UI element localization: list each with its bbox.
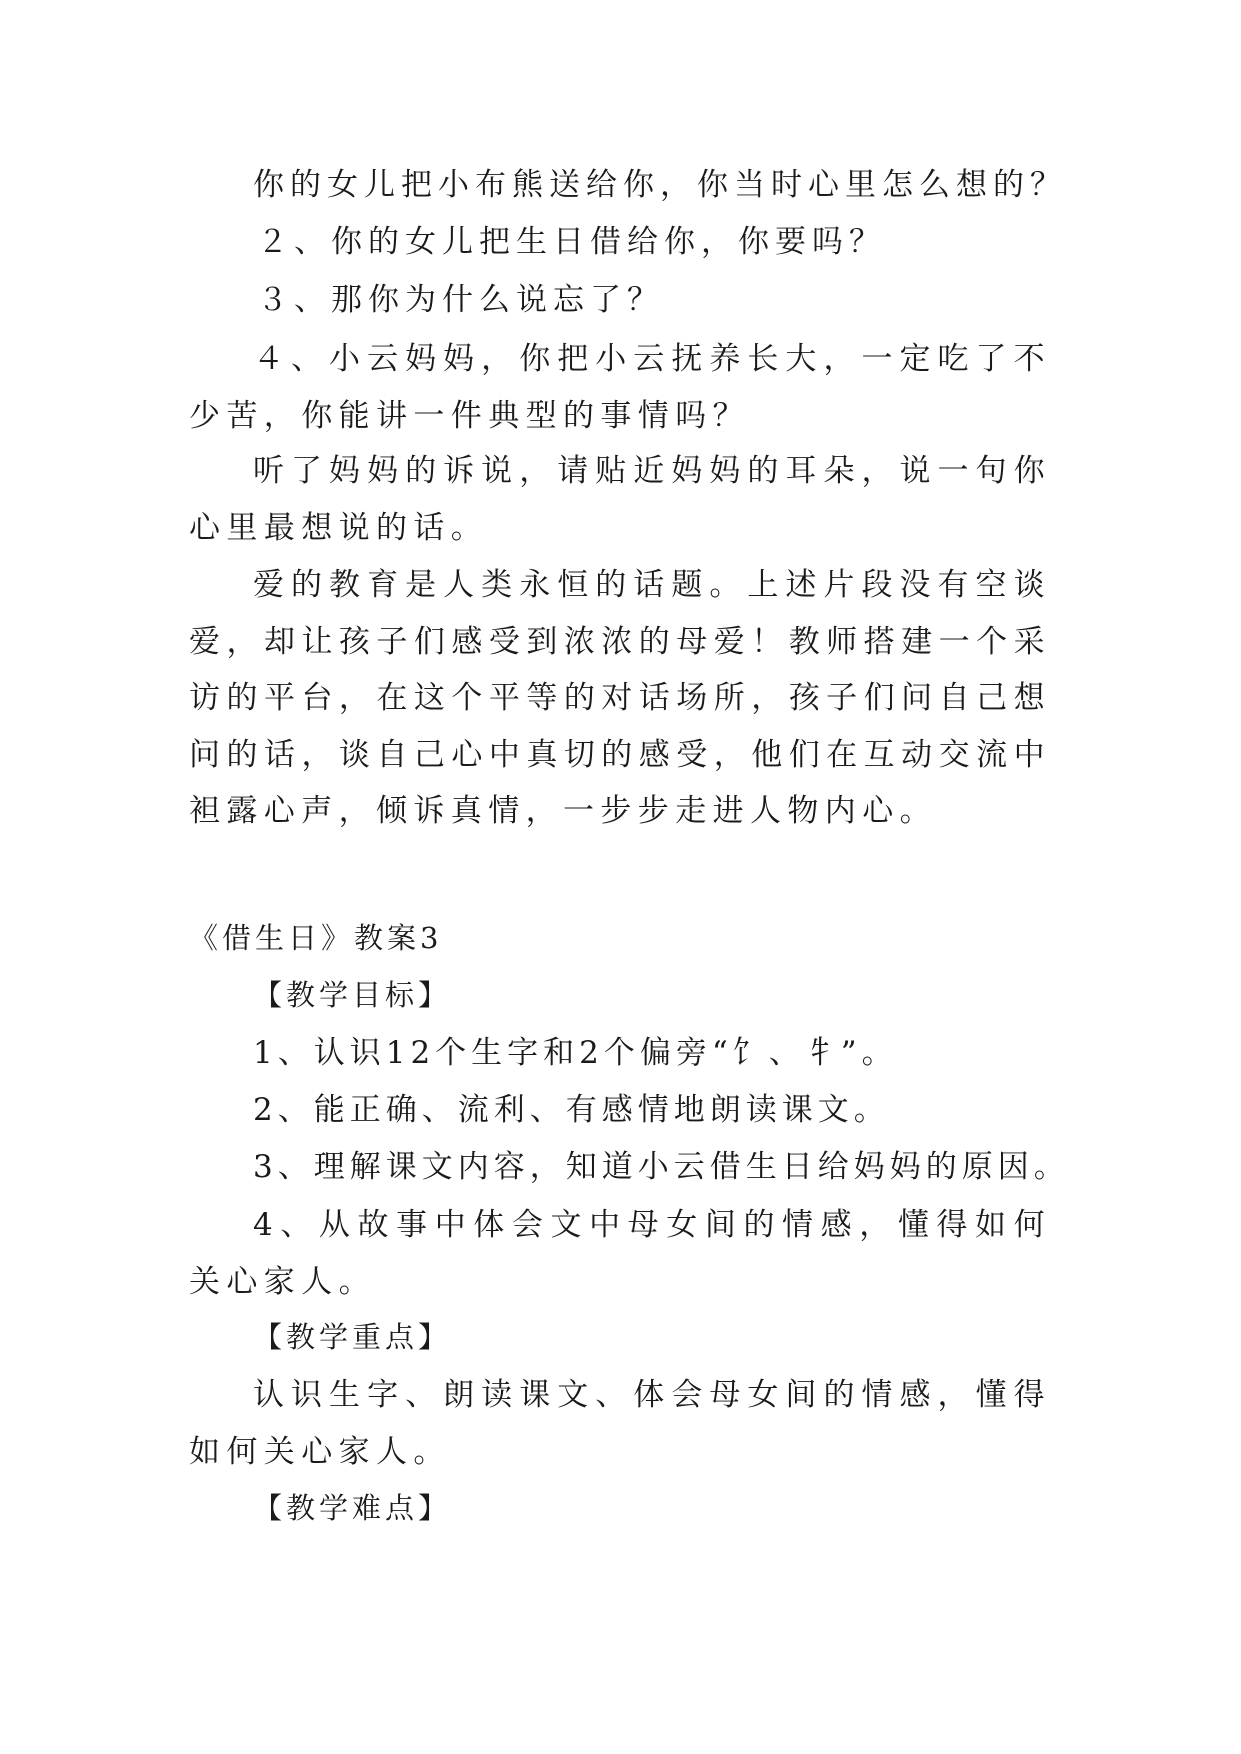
goal-item-3: 3、理解课文内容，知道小云借生日给妈妈的原因。 [253,1149,1070,1185]
interview-question-2: ２、你的女儿把生日借给你，你要吗？ [257,224,886,260]
goal-item-1: 1、认识12个生字和2个偏旁“饣、牜”。 [253,1035,898,1071]
key-points-text: 认识生字、朗读课文、体会母女间的情感，懂得如何关心家人。 [189,1377,1051,1470]
interview-question-1: 你的女儿把小布熊送给你，你当时心里怎么想的？ [253,167,1067,203]
lesson-title: 《借生日》教案3 [189,921,443,955]
interview-question-4: ４、小云妈妈，你把小云抚养长大，一定吃了不少苦，你能讲一件典型的事情吗？ [189,341,1051,434]
goals-heading: 【教学目标】 [253,978,452,1012]
goal-item-4: 4、从故事中体会文中母女间的情感，懂得如何关心家人。 [189,1207,1051,1300]
difficulty-heading: 【教学难点】 [253,1491,452,1525]
key-points-heading: 【教学重点】 [253,1320,452,1354]
listen-paragraph: 听了妈妈的诉说，请贴近妈妈的耳朵，说一句你心里最想说的话。 [189,453,1051,546]
commentary-paragraph: 爱的教育是人类永恒的话题。上述片段没有空谈爱，却让孩子们感受到浓浓的母爱！教师搭建一个采访的平台，在这个平等的对话场所，孩子们问自己想问的话，谈自己心中真切的感受，他们在互动交流中袒露心声，倾诉真情，一步步走进人物内心。 [189,567,1051,829]
interview-question-3: ３、那你为什么说忘了？ [257,282,664,318]
goal-item-2: 2、能正确、流利、有感情地朗读课文。 [253,1092,890,1128]
